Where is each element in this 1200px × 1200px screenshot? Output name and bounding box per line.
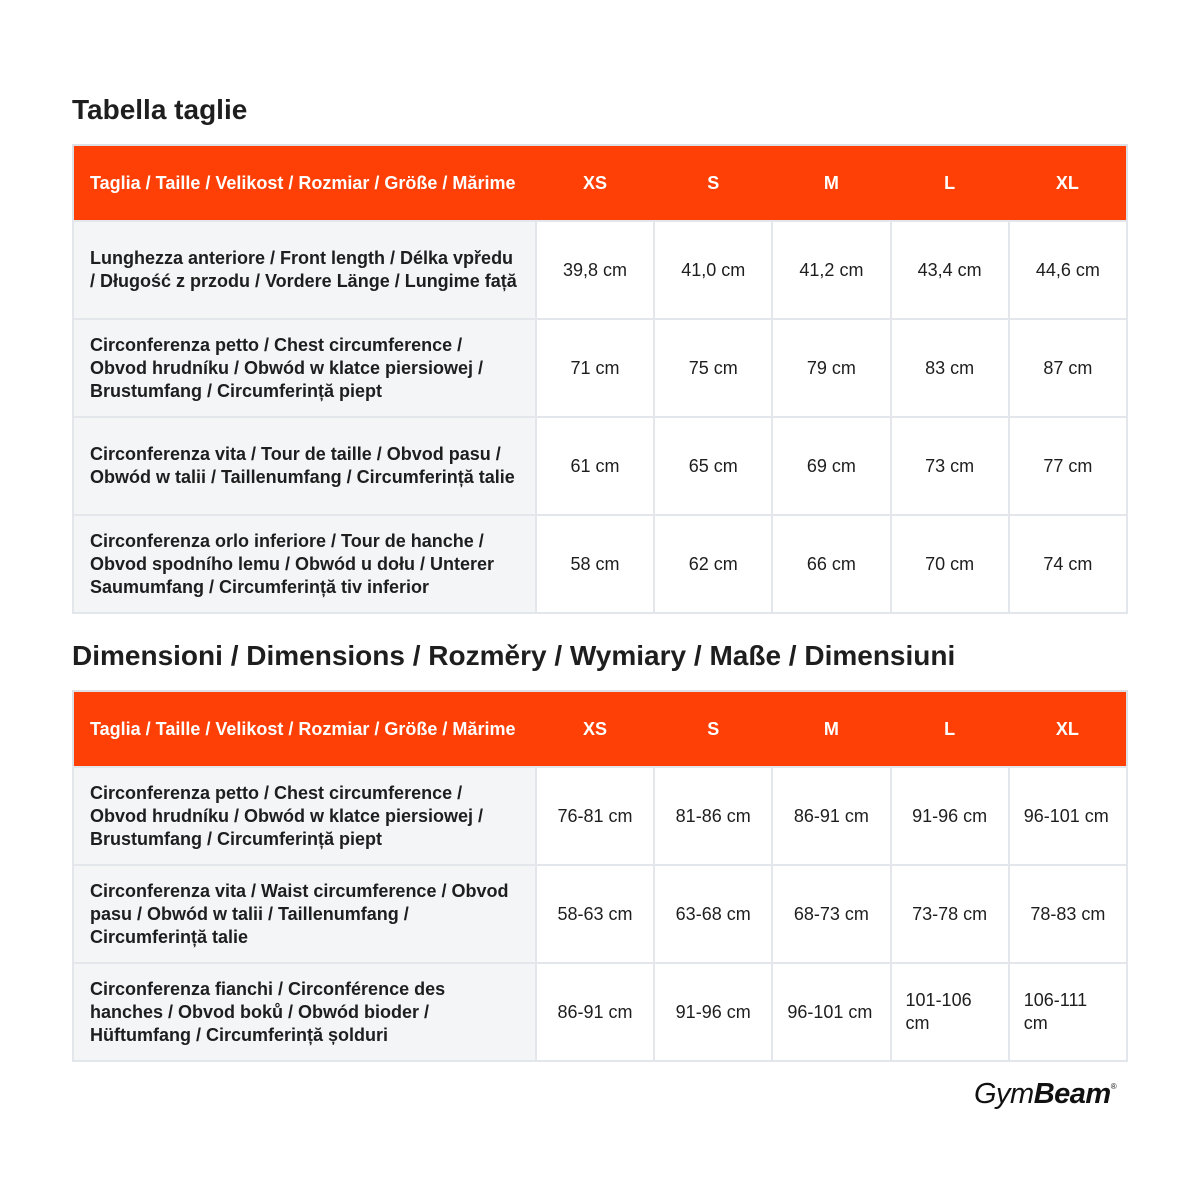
size-header-xs: XS (536, 691, 654, 767)
size-header-s: S (654, 145, 772, 221)
measurement-value: 41,0 cm (654, 221, 772, 319)
measurement-value: 70 cm (891, 515, 1009, 613)
table-row (73, 221, 1127, 319)
measurement-value: 61 cm (536, 417, 654, 515)
size-table (72, 144, 1128, 614)
measurement-value: 58 cm (536, 515, 654, 613)
size-column-header: Taglia / Taille / Velikost / Rozmiar / Größe / Mărime (73, 691, 536, 767)
table-row (73, 963, 1127, 1061)
measurement-value: 44,6 cm (1009, 221, 1127, 319)
size-header-s: S (654, 691, 772, 767)
size-header-xs: XS (536, 145, 654, 221)
size-header-xl: XL (1009, 691, 1127, 767)
table-row (73, 865, 1127, 963)
measurement-value: 79 cm (772, 319, 890, 417)
table-row (73, 319, 1127, 417)
measurement-value: 69 cm (772, 417, 890, 515)
measurement-value: 43,4 cm (891, 221, 1009, 319)
measurement-value: 87 cm (1009, 319, 1127, 417)
measurement-label: Circonferenza fianchi / Circonférence des hanches / Obvod boků / Obwód bioder / Hüftumfang / Circumferință șolduri (73, 963, 536, 1061)
measurement-value: 106-111 cm (1009, 963, 1127, 1061)
measurement-value: 73 cm (891, 417, 1009, 515)
measurement-value: 58-63 cm (536, 865, 654, 963)
measurement-value: 73-78 cm (891, 865, 1009, 963)
size-header-l: L (891, 691, 1009, 767)
measurement-value: 74 cm (1009, 515, 1127, 613)
size-header-l: L (891, 145, 1009, 221)
measurement-label: Circonferenza vita / Waist circumference / Obvod pasu / Obwód w talii / Taillenumfang / Circumferință talie (73, 865, 536, 963)
registered-mark: ® (1110, 1082, 1117, 1091)
measurement-value: 78-83 cm (1009, 865, 1127, 963)
measurement-value: 91-96 cm (891, 767, 1009, 865)
measurement-value: 62 cm (654, 515, 772, 613)
dimensions-table-title: Dimensioni / Dimensions / Rozměry / Wymiary / Maße / Dimensiuni (72, 640, 956, 671)
logo-text-beam: Beam (1033, 1078, 1111, 1110)
measurement-value: 101-106 cm (891, 963, 1009, 1061)
measurement-value: 65 cm (654, 417, 772, 515)
measurement-value: 41,2 cm (772, 221, 890, 319)
header-row (73, 691, 1127, 767)
measurement-value: 39,8 cm (536, 221, 654, 319)
measurement-label: Circonferenza orlo inferiore / Tour de hanche / Obvod spodního lemu / Obwód u dołu / Unterer Saumumfang / Circumferință tiv inferior (73, 515, 536, 613)
measurement-value: 96-101 cm (772, 963, 890, 1061)
size-column-header: Taglia / Taille / Velikost / Rozmiar / Größe / Mărime (73, 145, 536, 221)
size-table-title: Tabella taglie (72, 94, 248, 125)
size-header-m: M (772, 691, 890, 767)
measurement-value: 71 cm (536, 319, 654, 417)
measurement-value: 86-91 cm (536, 963, 654, 1061)
measurement-value: 83 cm (891, 319, 1009, 417)
measurement-label: Circonferenza petto / Chest circumference / Obvod hrudníku / Obwód w klatce piersiowej / Brustumfang / Circumferință piept (73, 319, 536, 417)
measurement-label: Circonferenza vita / Tour de taille / Obvod pasu / Obwód w talii / Taillenumfang / Circumferință talie (73, 417, 536, 515)
gymbeam-logo (974, 1078, 1116, 1111)
logo-text-gym: Gym (974, 1078, 1034, 1110)
header-row (73, 145, 1127, 221)
measurement-value: 96-101 cm (1009, 767, 1127, 865)
measurement-value: 81-86 cm (654, 767, 772, 865)
measurement-value: 86-91 cm (772, 767, 890, 865)
size-header-m: M (772, 145, 890, 221)
table-row (73, 515, 1127, 613)
table-row (73, 417, 1127, 515)
table-row (73, 767, 1127, 865)
measurement-value: 66 cm (772, 515, 890, 613)
measurement-label: Circonferenza petto / Chest circumference / Obvod hrudníku / Obwód w klatce piersiowej / Brustumfang / Circumferință piept (73, 767, 536, 865)
measurement-value: 76-81 cm (536, 767, 654, 865)
size-header-xl: XL (1009, 145, 1127, 221)
measurement-value: 91-96 cm (654, 963, 772, 1061)
measurement-value: 77 cm (1009, 417, 1127, 515)
dimensions-table (72, 690, 1128, 1062)
measurement-value: 68-73 cm (772, 865, 890, 963)
measurement-value: 75 cm (654, 319, 772, 417)
measurement-value: 63-68 cm (654, 865, 772, 963)
measurement-label: Lunghezza anteriore / Front length / Délka vpředu / Długość z przodu / Vordere Länge / Lungime față (73, 221, 536, 319)
